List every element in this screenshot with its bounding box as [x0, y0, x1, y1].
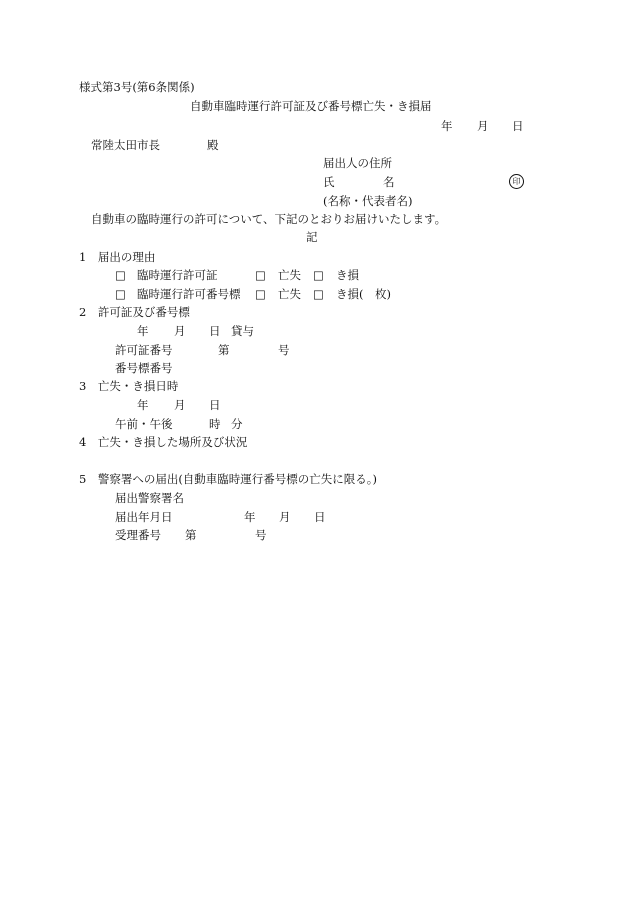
- report-year-label: 年: [244, 510, 256, 524]
- addressee: 常陸太田市長: [91, 138, 160, 152]
- reason-checkbox-permit-damaged[interactable]: □: [313, 268, 324, 282]
- incident-day-label: 日: [209, 398, 221, 412]
- police-station-label: 届出警察署名: [115, 491, 184, 505]
- reason-permit-label: 臨時運行許可証: [137, 268, 218, 282]
- reason-checkbox-permit[interactable]: □: [115, 268, 126, 282]
- date-month-label: 月: [477, 119, 489, 133]
- incident-minute-label: 分: [231, 417, 243, 431]
- lend-month-label: 月: [174, 324, 186, 338]
- incident-hour-label: 時: [209, 417, 221, 431]
- seal-mark: 印: [509, 174, 524, 189]
- lend-year-label: 年: [137, 324, 149, 338]
- incident-ampm-label: 午前・午後: [115, 417, 173, 431]
- report-day-label: 日: [314, 510, 326, 524]
- permit-number-label: 許可証番号: [115, 343, 173, 357]
- permit-number-dai: 第: [218, 343, 230, 357]
- plate-number-label: 番号標番号: [115, 361, 173, 375]
- permit-number-go: 号: [278, 343, 290, 357]
- section2-heading: 2 許可証及び番号標: [79, 305, 190, 319]
- section5-heading: 5 警察署への届出(自動車臨時運行番号標の亡失に限る。): [79, 472, 378, 486]
- receipt-number-dai: 第: [185, 528, 197, 542]
- applicant-address-label: 届出人の住所: [323, 156, 392, 170]
- reason-plate-lost-label: 亡失: [278, 287, 301, 301]
- report-date-label: 届出年月日: [115, 510, 173, 524]
- reason-plate-damaged-label: き損( 枚): [336, 287, 391, 301]
- report-month-label: 月: [279, 510, 291, 524]
- section4-heading: 4 亡失・き損した場所及び状況: [79, 435, 248, 449]
- honorific: 殿: [207, 138, 219, 152]
- applicant-name-label-1: 氏: [323, 175, 335, 189]
- reason-checkbox-plate[interactable]: □: [115, 287, 126, 301]
- section1-heading: 1 届出の理由: [79, 250, 156, 264]
- receipt-number-label: 受理番号: [115, 528, 161, 542]
- form-title: 自動車臨時運行許可証及び番号標亡失・き損届: [190, 99, 432, 113]
- reason-permit-lost-label: 亡失: [278, 268, 301, 282]
- form-number: 様式第3号(第6条関係): [79, 80, 195, 94]
- ki-heading: 記: [306, 230, 318, 244]
- reason-plate-label: 臨時運行許可番号標: [137, 287, 241, 301]
- reason-checkbox-plate-damaged[interactable]: □: [313, 287, 324, 301]
- intro-sentence: 自動車の臨時運行の許可について、下記のとおりお届けいたします。: [91, 212, 447, 226]
- section3-heading: 3 亡失・き損日時: [79, 379, 179, 393]
- incident-year-label: 年: [137, 398, 149, 412]
- reason-checkbox-permit-lost[interactable]: □: [255, 268, 266, 282]
- applicant-name-label-2: 名: [383, 175, 395, 189]
- incident-month-label: 月: [174, 398, 186, 412]
- reason-checkbox-plate-lost[interactable]: □: [255, 287, 266, 301]
- lend-day-label: 日: [209, 324, 221, 338]
- date-year-label: 年: [441, 119, 453, 133]
- reason-permit-damaged-label: き損: [336, 268, 359, 282]
- receipt-number-go: 号: [255, 528, 267, 542]
- date-day-label: 日: [512, 119, 524, 133]
- lend-label: 貸与: [231, 324, 254, 338]
- applicant-org-label: (名称・代表者名): [323, 194, 413, 208]
